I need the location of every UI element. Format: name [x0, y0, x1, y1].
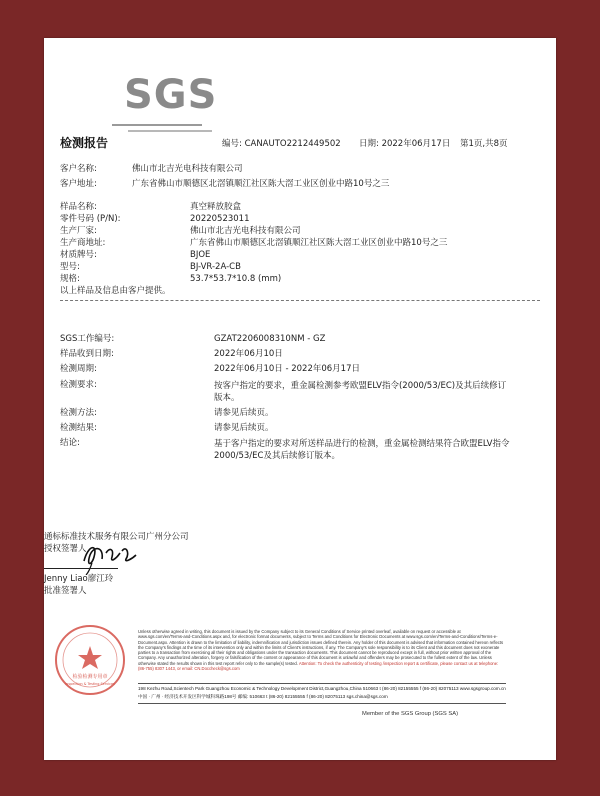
report-date: 日期: 2022年06月17日 — [359, 139, 451, 149]
conclusion: 基于客户指定的要求对所送样品进行的检测，重金属检测结果符合欧盟ELV指令2000/53/EC及其后续修订版本。 — [214, 439, 510, 461]
model-label: 型号: — [60, 262, 80, 272]
footer-rule — [138, 683, 506, 684]
job-number: GZAT2206008310NM - GZ — [214, 334, 326, 344]
official-seal — [52, 622, 128, 698]
terms-fine-print — [138, 629, 506, 671]
received-label: 样品收到日期: — [60, 349, 114, 359]
org-name: 通标标准技术服务有限公司广州分公司 — [44, 532, 189, 542]
address-english: 198 Kezhu Road,Scientech Park Guangzhou Economic & Technology Development District,Guangzhou,China 510663 t (86-20) 82155555 f (86-20) 82075113 www.sgsgroup.com.cn — [138, 686, 506, 691]
report-title: 检测报告 — [60, 136, 109, 150]
manufacturer-address: 广东省佛山市顺德区北滘镇顺江社区陈大滘工业区创业中路10号之三 — [190, 238, 448, 248]
conclusion-label: 结论: — [60, 438, 80, 448]
manufacturer-address-label: 生产商地址: — [60, 238, 106, 248]
client-address-label: 客户地址: — [60, 179, 97, 189]
dashed-separator — [60, 300, 540, 301]
client-name-label: 客户名称: — [60, 164, 97, 174]
client-name: 佛山市北吉光电科技有限公司 — [132, 164, 243, 174]
job-label: SGS工作编号: — [60, 334, 115, 344]
spec-label: 规格: — [60, 274, 80, 284]
signature-line — [44, 568, 118, 569]
result-label: 检测结果: — [60, 423, 97, 433]
part-number-label: 零件号码 (P/N): — [60, 214, 121, 224]
footer-rule-2 — [138, 703, 506, 704]
manufacturer: 佛山市北吉光电科技有限公司 — [190, 226, 301, 236]
seal-subtext: Inspection & Testing Services — [65, 682, 115, 686]
received-date: 2022年06月10日 — [214, 349, 283, 359]
test-result: 请参见后续页。 — [214, 423, 274, 433]
period-label: 检测周期: — [60, 364, 97, 374]
sample-note-text: 以上样品及信息由客户提供。 — [60, 286, 171, 296]
handwritten-signature — [64, 535, 144, 575]
signer-name: Jenny Liao廖江玲 — [44, 574, 114, 584]
part-number: 20220523011 — [190, 214, 250, 224]
sample-name-label: 样品名称: — [60, 202, 97, 212]
logo-rule — [112, 124, 202, 126]
spec: 53.7*53.7*10.8 (mm) — [190, 274, 282, 284]
brand: BJOE — [190, 250, 211, 260]
manufacturer-label: 生产厂家: — [60, 226, 97, 236]
client-address: 广东省佛山市顺德区北滘镇顺江社区陈大滘工业区创业中路10号之三 — [132, 179, 390, 189]
model: BJ-VR-2A-CB — [190, 262, 241, 272]
approver-role: 批准签署人 — [44, 586, 87, 596]
address-chinese: 中国 · 广州 · 经济技术开发区科学城科珠路198号 邮编: 510663 t (86-20) 82155555 f (86-20) 82075113 sgs.china@sgs.com — [138, 694, 388, 699]
seal-text: 检验检测专用章 — [72, 674, 108, 680]
test-request: 按客户指定的要求，重金属检测参考欧盟ELV指令(2000/53/EC)及其后续修订版本。 — [214, 381, 507, 403]
test-method: 请参见后续页。 — [214, 408, 274, 418]
logo-text: SGS — [124, 72, 218, 118]
terms-text: Unless otherwise agreed in writing, this document is issued by the Company subject to its General Conditions of Service printed overleaf, available on request or accessible at www.sgs.com/en/Terms-and-Conditions.aspx and, for electronic format documents, subject to Terms and Conditions for Electronic Documents at www.sgs.com/en/Terms-and-Conditions/Terms-e-Document.aspx. Attention is drawn to the limitation of liability, indemnification and jurisdiction issues defined therein. Any holder of this document is advised that information contained hereon reflects the Company's findings at the time of its intervention only and within the limits of Client's instructions, if any. The Company's sole responsibility is to its Client and this document does not exonerate parties to a transaction from exercising all their rights and obligations under the transaction documents. This document cannot be reproduced except in full, without prior written approval of the Company. Any unauthorized alteration, forgery or falsification of the content or appearance of this document is unlawful and offenders may be prosecuted to the fullest extent of the law. Unless otherwise stated the results shown in this test report refer only to the sample(s) tested. — [138, 629, 504, 666]
request-label: 检测要求: — [60, 380, 97, 390]
report-number: 编号: CANAUTO2212449502 — [222, 139, 341, 149]
authenticity-notice: Attention: To check the authenticity of testing /inspection report & certificate, please contact us at telephone: (86-755) 8307 1443, or email: CN.Doccheck@sgs.com — [138, 660, 499, 672]
brand-label: 材质牌号: — [60, 250, 97, 260]
signatory-role: 授权签署人 — [44, 544, 87, 554]
method-label: 检测方法: — [60, 408, 97, 418]
sample-name: 真空释放胶盒 — [190, 202, 242, 212]
group-membership: Member of the SGS Group (SGS SA) — [362, 711, 459, 717]
page-indicator: 第1页,共8页 — [460, 139, 508, 149]
logo-rule-2 — [128, 130, 212, 132]
sgs-logo — [112, 66, 218, 138]
test-period: 2022年06月10日 - 2022年06月17日 — [214, 364, 360, 374]
